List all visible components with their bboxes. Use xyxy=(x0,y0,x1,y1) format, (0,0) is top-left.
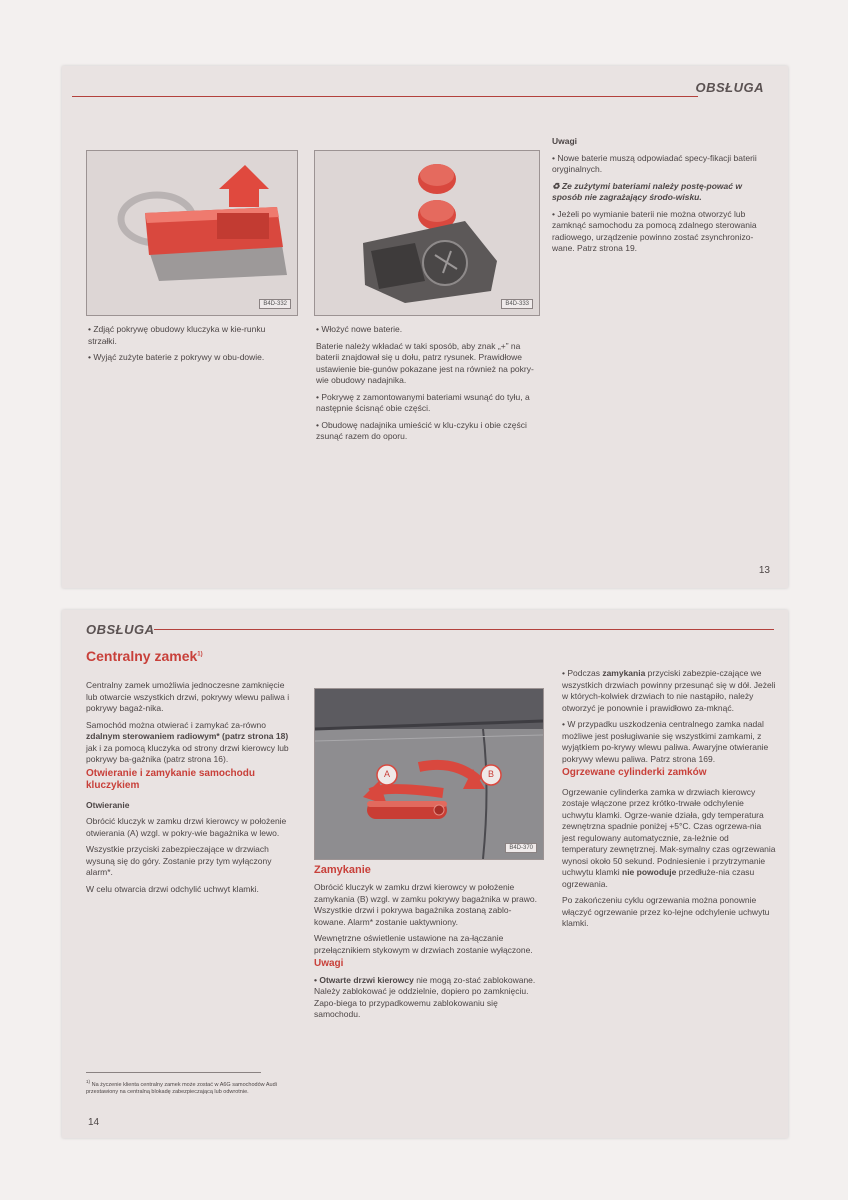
section-heading: Zamykanie xyxy=(314,864,371,876)
key-cover-illustration xyxy=(87,151,297,315)
paragraph: Obrócić kluczyk w zamku drzwi kierowcy w położenie zamykania (B) wzgl. w zamku pokrywy bagażnika w prawo. Wszystkie drzwi i pokrywa bagażnika zostaną zablo-kowane. Alarm* zostanie uaktywniony. xyxy=(314,882,537,927)
step-text: • Pokrywę z zamontowanymi bateriami wsunąć do tyłu, a następnie ścisnąć obie części. xyxy=(316,391,530,413)
figure-code: B4D-333 xyxy=(501,299,533,309)
footnote-ref: 1) xyxy=(197,651,203,658)
note-text xyxy=(314,975,542,1021)
column-1 xyxy=(86,680,292,900)
figure-door-handle xyxy=(314,688,544,860)
text-span: przedłuże-nia czasu ogrzewania. xyxy=(562,867,755,889)
text-span-bold: nie powoduje xyxy=(622,867,677,877)
header-rule xyxy=(154,629,774,630)
page-title xyxy=(86,648,203,664)
manual-page-13 xyxy=(62,66,788,588)
column-2 xyxy=(316,324,538,448)
label-a: A xyxy=(383,769,390,779)
step-text: • Obudowę nadajnika umieścić w klu-czyku i obie części zsunąć razem do oporu. xyxy=(316,419,527,441)
sub-heading: Otwieranie xyxy=(86,799,130,810)
footnote-rule xyxy=(86,1072,261,1073)
eco-note-text: Ze zużytymi bateriami należy postę-pować w sposób nie zagrażający środo-wisku. xyxy=(552,180,742,202)
title-text: Centralny zamek xyxy=(86,648,198,664)
paragraph: Po zakończeniu cyklu ogrzewania można ponownie włączyć ogrzewanie przez ko-lejne odchylenie uchwytu klamki. xyxy=(562,895,770,928)
paragraph: Baterie należy wkładać w taki sposób, aby znak „+” na baterii znajdował się u dołu, patrz rysunek. Prawidłowe ustawienie bie-gunów pokazane jest na również na pokry-wie obudowy nadajnika. xyxy=(316,340,534,385)
column-1 xyxy=(88,324,296,369)
section-header: OBSŁUGA xyxy=(86,622,155,637)
step-text: • Włożyć nowe baterie. xyxy=(316,324,403,334)
figure-code: B4D-332 xyxy=(259,299,291,309)
text-span: nie mogą zo-stać zablokowane. Należy zablokować je oddzielnie, dopiero po zamknięciu. Zapo-biega to przypadkowemu zablokowaniu się samochodu. xyxy=(314,974,536,1019)
step-text: • Zdjąć pokrywę obudowy kluczyka w kie-runku strzałki. xyxy=(88,324,266,346)
text-span: przyciski zabezpie-czające we wszystkich drzwiach powinny przesunąć się w dół. Jeżeli w których-kolwiek drzwiach to nie nastąpiło, należy otworzyć je ponownie i prawidłowo za-mknąć. xyxy=(562,668,776,713)
paragraph: Obrócić kluczyk w zamku drzwi kierowcy w położenie otwierania (A) wzgl. w pokry-wie bagażnika w lewo. xyxy=(86,816,287,838)
paragraph: W celu otwarcia drzwi odchylić uchwyt klamki. xyxy=(86,883,259,894)
section-header: OBSŁUGA xyxy=(695,80,764,95)
figure-code: B4D-370 xyxy=(505,843,537,853)
paragraph xyxy=(86,720,292,766)
footnote-text: Na życzenie klienta centralny zamek może zostać w A6G samochodów Audi przestawiony na centralną blokadę zabezpieczającą lub odwrotnie. xyxy=(86,1081,277,1095)
batteries-illustration xyxy=(315,151,539,315)
door-handle-illustration xyxy=(315,689,543,859)
note-text: • Nowe baterie muszą odpowiadać specy-fikacji baterii oryginalnych. xyxy=(552,152,757,174)
paragraph: Wszystkie przyciski zabezpieczające w drzwiach wysuną się do góry. Zostanie przy tym wyłączony alarm*. xyxy=(86,844,272,877)
text-span: jak i za pomocą kluczyka od strony drzwi kierowcy lub pokrywy ba-gażnika (patrz strona 16). xyxy=(86,742,289,764)
column-3 xyxy=(552,136,770,260)
manual-page-14 xyxy=(62,610,788,1138)
page-number: 14 xyxy=(88,1117,100,1128)
text-span-bold: zdalnym sterowaniem radiowym* (patrz strona 18) xyxy=(86,731,289,741)
step-text: • Wyjąć zużyte baterie z pokrywy w obu-dowie. xyxy=(88,352,265,362)
text-span: Samochód można otwierać i zamykać za-równo xyxy=(86,719,266,730)
page-number: 13 xyxy=(758,565,770,576)
footnote xyxy=(86,1078,302,1096)
note-text: • Jeżeli po wymianie baterii nie można otworzyć lub zamknąć samochodu za pomocą zdalnego sterowania radiowego, urządzenie powinno zostać zsynchronizo-wane. Patrz strona 19. xyxy=(552,208,757,253)
paragraph: Centralny zamek umożliwia jednoczesne zamknięcie lub otwarcie wszystkich drzwi, pokrywy wlewu paliwa i pokrywy bagaż-nika. xyxy=(86,680,290,713)
figure-batteries xyxy=(314,150,540,316)
notes-heading: Uwagi xyxy=(552,136,578,146)
footnote-mark: 1) xyxy=(86,1079,91,1084)
figure-key-cover xyxy=(86,150,298,316)
text-span-bold: • Otwarte drzwi kierowcy xyxy=(314,974,414,985)
note-text xyxy=(562,668,776,714)
paragraph: Wewnętrzne oświetlenie ustawione na za-łączanie przełącznikiem stykowym w drzwiach zostanie wyłączone. xyxy=(314,933,533,955)
note-text: • W przypadku uszkodzenia centralnego zamka nadal możliwe jest posługiwanie się wszystkimi zamkami, z wyjątkiem po-krywy wlewu paliwa. Awaryjne otwieranie pokrywy wlewu paliwa. Patrz strona 169. xyxy=(562,719,769,764)
paragraph xyxy=(562,787,776,891)
text-span-bold: zamykania xyxy=(602,668,646,678)
section-heading: Otwieranie i zamykanie samochodu kluczykiem xyxy=(86,767,255,791)
recycle-icon: ♻ xyxy=(552,180,562,191)
text-span: • Podczas xyxy=(562,668,603,678)
column-2 xyxy=(314,864,542,1026)
column-3 xyxy=(562,668,776,935)
label-b: B xyxy=(487,769,494,779)
header-rule xyxy=(72,96,698,97)
text-span: Ogrzewanie cylinderka zamka w drzwiach kierowcy zostaje włączone przez krótko-trwałe odchylenie uchwytu klamki. Ogrze-wanie działa, gdy temperatura zewnętrzna spadnie poniżej +5°C. Czas ogrzewa-nia jest regulowany automatycznie, za-leżnie od temperatury zewnętrznej. Mak-symalny czas ogrzewania wynosi około 50 sekund. Podniesienie i przytrzymanie uchwytu klamki xyxy=(562,786,776,877)
notes-heading: Uwagi xyxy=(314,958,344,969)
section-heading: Ogrzewane cylinderki zamków xyxy=(562,767,707,778)
eco-note xyxy=(552,181,770,204)
